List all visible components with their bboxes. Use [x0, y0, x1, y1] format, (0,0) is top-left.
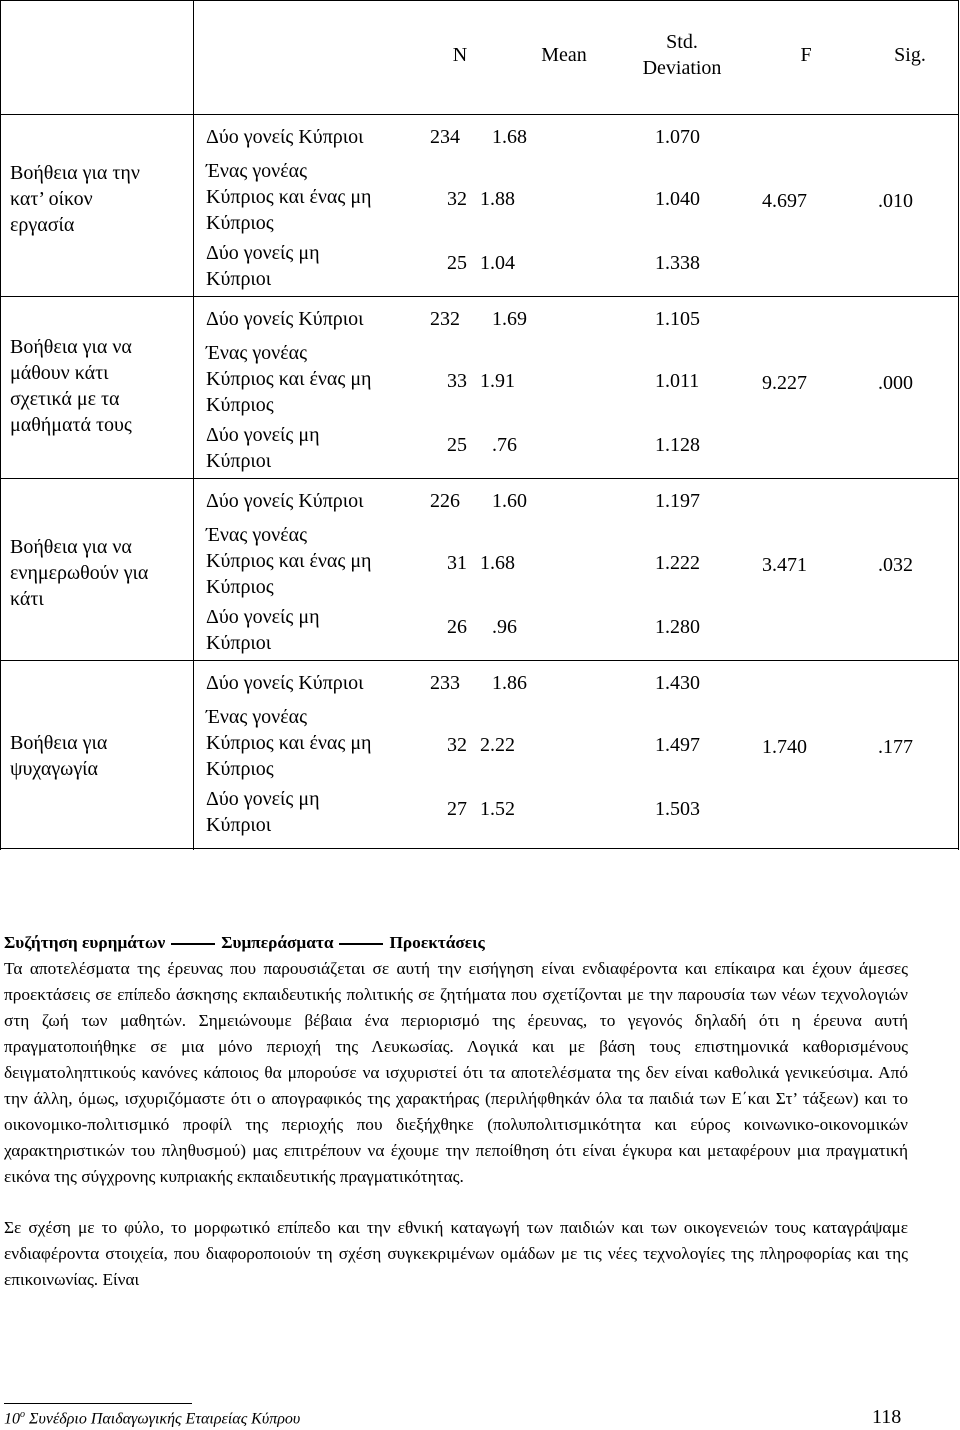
category-label: Δύο γονείς Κύπριοι — [206, 308, 364, 330]
section-heading — [4, 930, 908, 956]
category-label: Δύο γονείς μη Κύπριοι — [206, 788, 320, 836]
header-std-line2: Deviation — [642, 57, 722, 79]
footer-ordinal: 10 — [4, 1410, 20, 1428]
heading-part-extensions: Προεκτάσεις — [389, 933, 485, 952]
header-sig: Sig. — [894, 44, 926, 66]
sd-value: 1.011 — [655, 370, 700, 392]
sd-value: 1.105 — [655, 308, 700, 330]
table-group-rule — [0, 660, 959, 661]
f-value: 9.227 — [762, 372, 807, 394]
table-column-divider — [193, 0, 194, 850]
footer-conference — [4, 1404, 300, 1430]
f-value: 4.697 — [762, 190, 807, 212]
table-border-left — [0, 0, 1, 850]
header-f: F — [800, 44, 812, 66]
heading-dash — [339, 943, 383, 945]
heading-part-findings: Συζήτηση ευρημάτων — [4, 933, 166, 952]
header-mean: Mean — [541, 44, 587, 66]
n-value: 233 — [430, 672, 460, 694]
footer-conference-name: Συνέδριο Παιδαγωγικής Εταιρείας Κύπρου — [25, 1410, 301, 1428]
mean-value: 1.52 — [480, 798, 515, 820]
n-value: 25 — [447, 434, 467, 456]
table-border-top — [0, 0, 959, 1]
group-label: Βοήθεια για την κατ’ οίκον εργασία — [10, 162, 140, 236]
n-value: 26 — [447, 616, 467, 638]
table-border-bottom — [0, 848, 959, 849]
mean-value: 1.88 — [480, 188, 515, 210]
sig-value: .000 — [878, 372, 913, 394]
n-value: 32 — [447, 188, 467, 210]
group-label: Βοήθεια για να μάθουν κάτι σχετικά με τα μαθήματά τους — [10, 336, 132, 436]
mean-value: 1.68 — [480, 552, 515, 574]
sd-value: 1.497 — [655, 734, 700, 756]
n-value: 234 — [430, 126, 460, 148]
footer-ordinal-sup: ο — [20, 1409, 25, 1420]
discussion-section — [4, 930, 908, 1293]
n-value: 226 — [430, 490, 460, 512]
n-value: 25 — [447, 252, 467, 274]
category-label: Δύο γονείς μη Κύπριοι — [206, 242, 320, 290]
category-label: Ένας γονέας Κύπριος και ένας μη Κύπριος — [206, 342, 372, 416]
sd-value: 1.070 — [655, 126, 700, 148]
sd-value: 1.430 — [655, 672, 700, 694]
sd-value: 1.503 — [655, 798, 700, 820]
category-label: Δύο γονείς Κύπριοι — [206, 490, 364, 512]
category-label: Δύο γονείς μη Κύπριοι — [206, 606, 320, 654]
sd-value: 1.197 — [655, 490, 700, 512]
sd-value: 1.040 — [655, 188, 700, 210]
page-number: 118 — [872, 1406, 902, 1428]
mean-value: 1.68 — [492, 126, 527, 148]
category-label: Δύο γονείς μη Κύπριοι — [206, 424, 320, 472]
mean-value: 1.69 — [492, 308, 527, 330]
category-label: Ένας γονέας Κύπριος και ένας μη Κύπριος — [206, 160, 372, 234]
paragraph-1: Τα αποτελέσματα της έρευνας που παρουσιάζεται σε αυτή την εισήγηση είναι ενδιαφέροντα και επίκαιρα και έχουν άμεσες προεκτάσεις σε επίπεδο άσκησης εκπαιδευτικής πολιτικής σε ζητήματα που σχετίζονται με την παρουσία των νέων τεχνολογιών στη ζωή των μαθητών. Σημειώνουμε βέβαια ένα περιορισμό της έρευνας, το γεγονός δηλαδή ότι η έρευνα αυτή πραγματοποιήθηκε σε μια μόνο περιοχή της Λευκωσίας. Λογικά και με βάση τους επιστημονικά καθορισμένους δειγματοληπτικούς κανόνες κάποιος θα μπορούσε να ισχυριστεί ότι τα αποτελέσματα της δεν είναι καθολικά γενικεύσιμα. Από την άλλη, όμως, ισχυριζόμαστε ότι ο απογραφικός της χαρακτήρας (περιλήφθηκάν όλα τα παιδιά των Ε΄και Στ’ τάξεων) και το οικονομικο-πολιτισμικό προφίλ της περιοχής που διεξήχθηκε (πολυπολιτισμικότητα και εύρος κοινωνικο-οικονομικών χαρακτηριστικών του πληθυσμού) μας επιτρέπουν να έχουμε την πεποίθηση ότι είναι έγκυρα και μεταφέρουν μια πραγματική εικόνα της σύγχρονης κυπριακής εκπαιδευτικής πραγματικότητας. — [4, 959, 908, 1186]
sd-value: 1.128 — [655, 434, 700, 456]
header-std-line1: Std. — [666, 31, 698, 53]
f-value: 1.740 — [762, 736, 807, 758]
mean-value: .96 — [492, 616, 517, 638]
category-label: Ένας γονέας Κύπριος και ένας μη Κύπριος — [206, 706, 372, 780]
sd-value: 1.338 — [655, 252, 700, 274]
heading-part-conclusions: Συμπεράσματα — [221, 933, 334, 952]
category-label: Ένας γονέας Κύπριος και ένας μη Κύπριος — [206, 524, 372, 598]
sig-value: .032 — [878, 554, 913, 576]
group-label: Βοήθεια για να ενημερωθούν για κάτι — [10, 536, 149, 610]
table-group-rule — [0, 296, 959, 297]
f-value: 3.471 — [762, 554, 807, 576]
category-label: Δύο γονείς Κύπριοι — [206, 672, 364, 694]
mean-value: 1.86 — [492, 672, 527, 694]
table-header-rule — [0, 114, 959, 115]
n-value: 33 — [447, 370, 467, 392]
sd-value: 1.280 — [655, 616, 700, 638]
sig-value: .177 — [878, 736, 913, 758]
n-value: 32 — [447, 734, 467, 756]
table-border-right — [958, 0, 959, 850]
mean-value: 1.04 — [480, 252, 515, 274]
heading-dash — [171, 943, 215, 945]
n-value: 27 — [447, 798, 467, 820]
header-n: N — [452, 44, 468, 66]
n-value: 232 — [430, 308, 460, 330]
mean-value: 2.22 — [480, 734, 515, 756]
category-label: Δύο γονείς Κύπριοι — [206, 126, 364, 148]
table-group-rule — [0, 478, 959, 479]
paragraph-2: Σε σχέση με το φύλο, το μορφωτικό επίπεδο και την εθνική καταγωγή των παιδιών και των οικογενειών τους καταγράψαμε ενδιαφέροντα στοιχεία, που διαφοροποιούν τη σχέση συγκεκριμένων ομάδων με τις νέες τεχνολογίες της πληροφορίας και της επικοινωνίας. Είναι — [4, 1218, 908, 1289]
mean-value: .76 — [492, 434, 517, 456]
n-value: 31 — [447, 552, 467, 574]
mean-value: 1.60 — [492, 490, 527, 512]
sig-value: .010 — [878, 190, 913, 212]
mean-value: 1.91 — [480, 370, 515, 392]
sd-value: 1.222 — [655, 552, 700, 574]
group-label: Βοήθεια για ψυχαγωγία — [10, 732, 108, 780]
